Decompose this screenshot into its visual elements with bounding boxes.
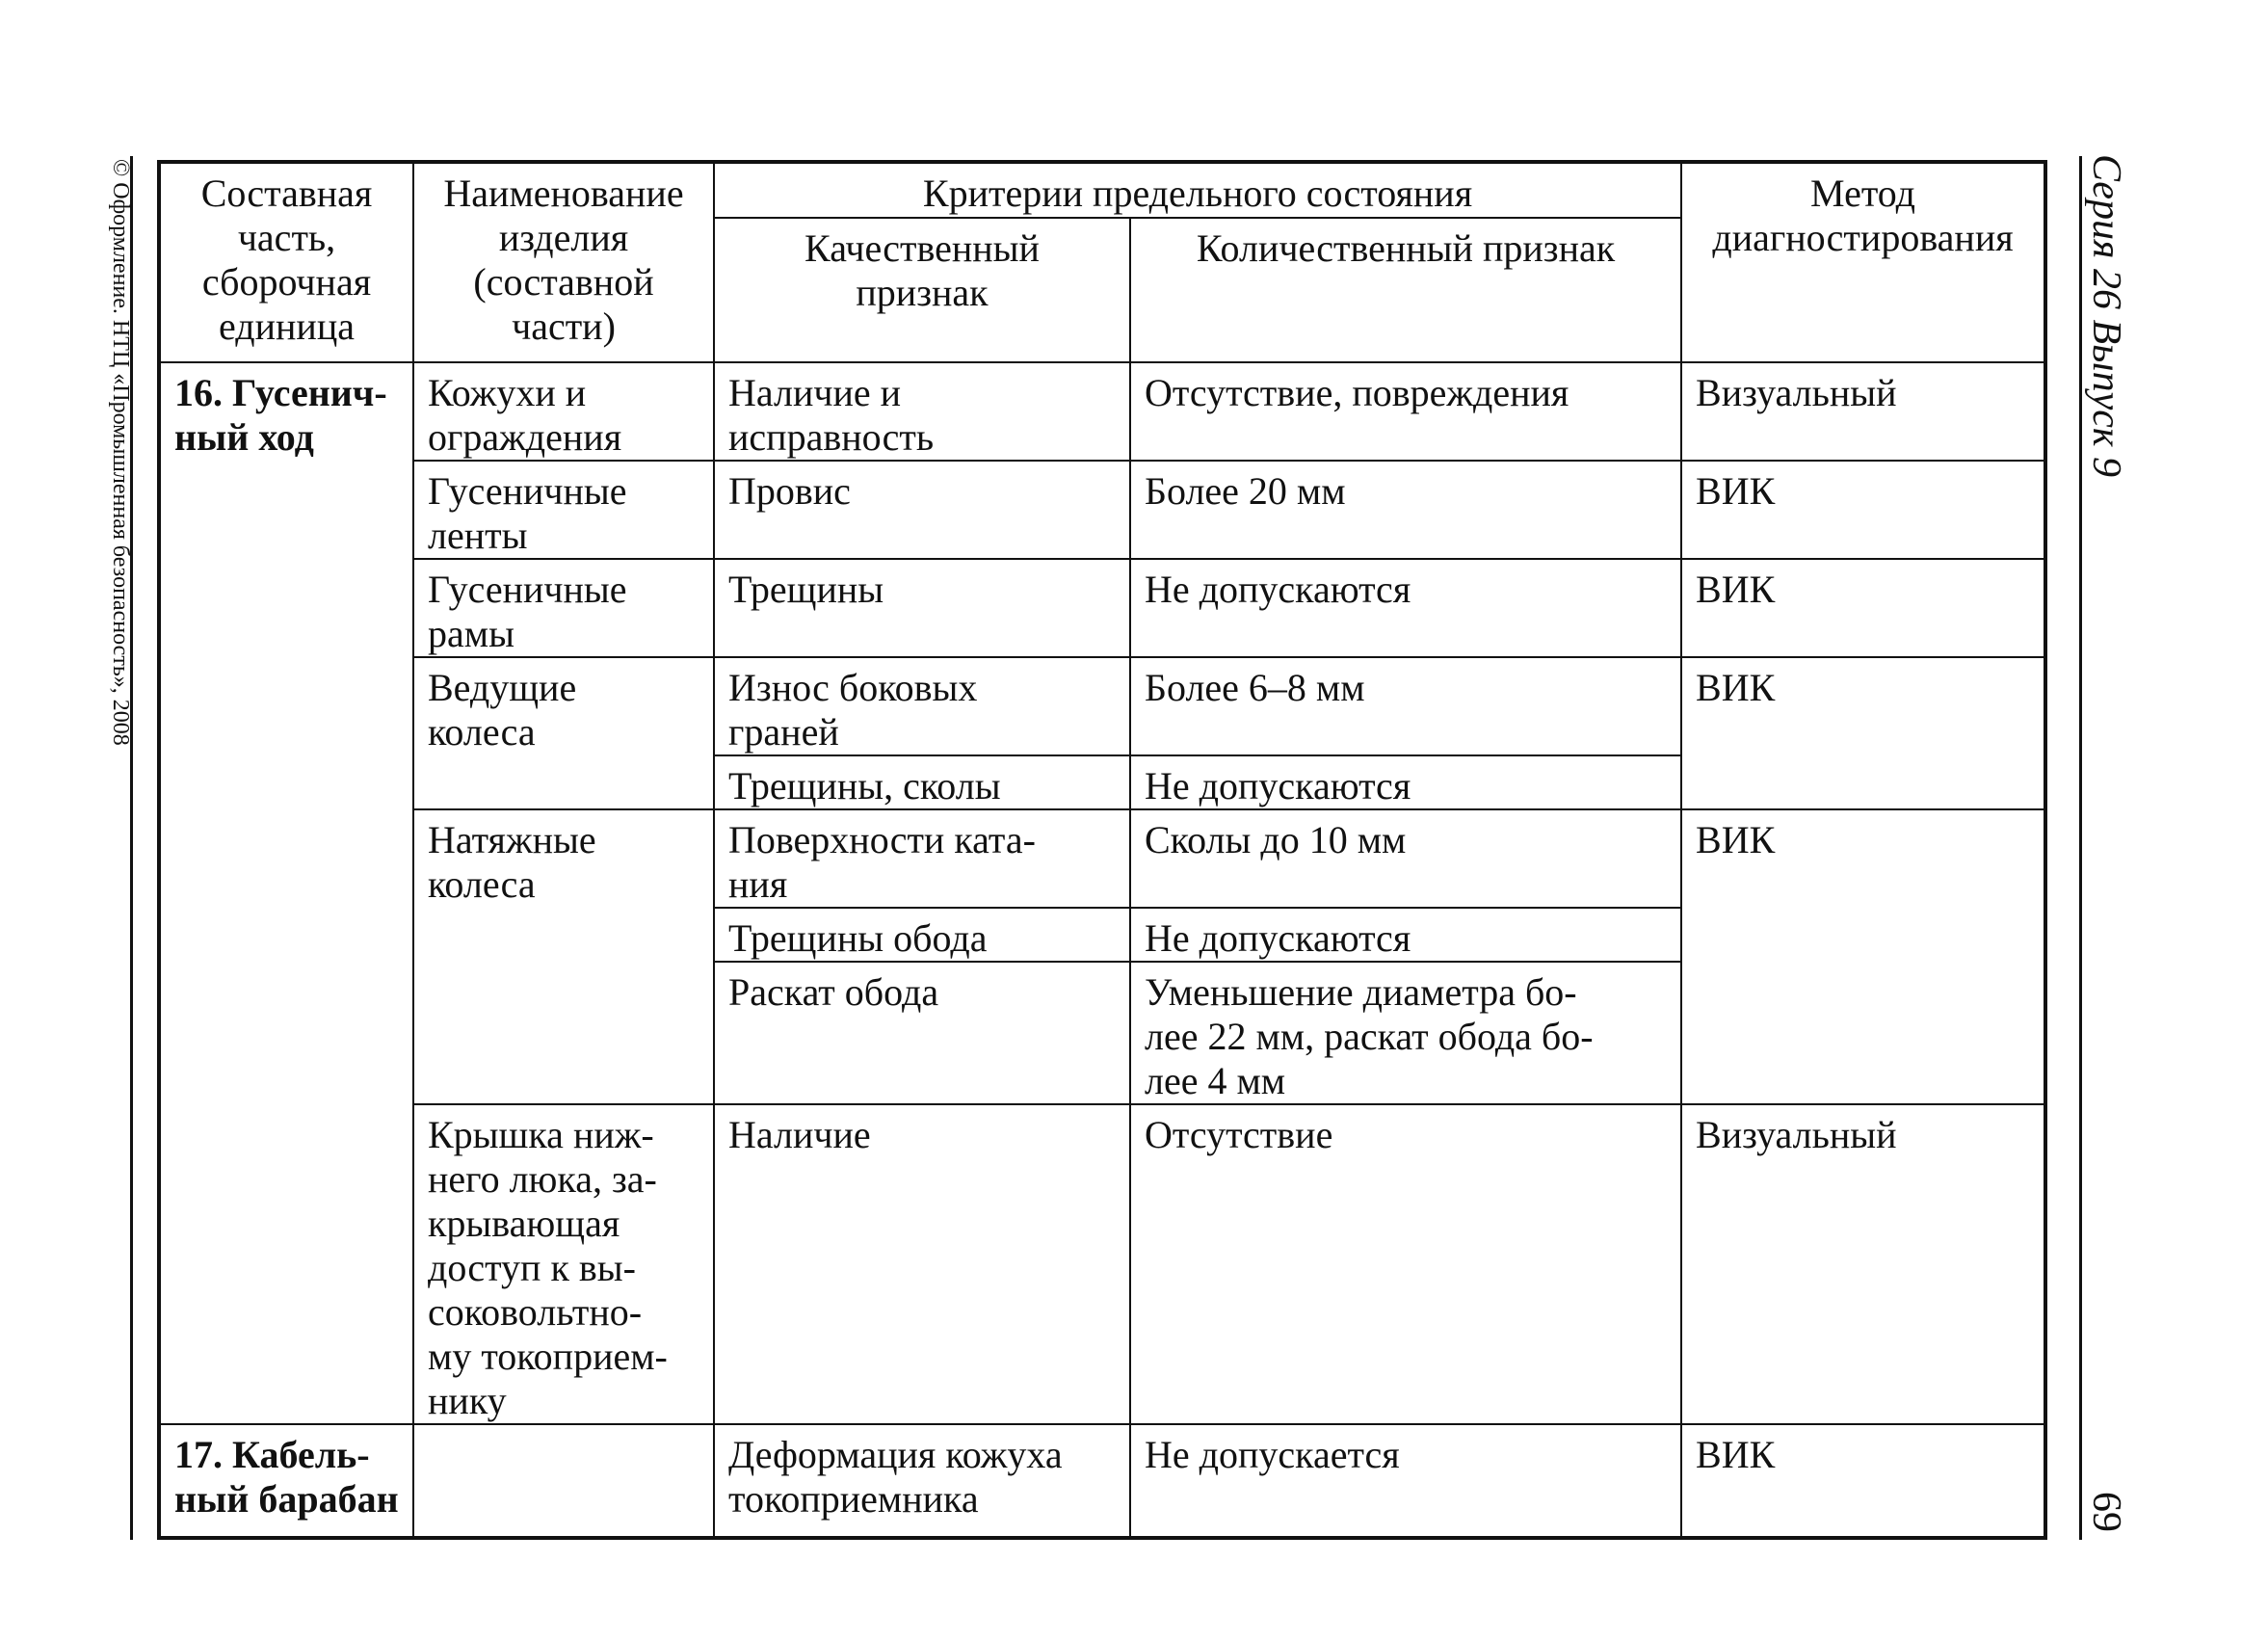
part-cell: Гусеничные ленты <box>413 461 714 559</box>
header-quantitative: Количественный признак <box>1130 218 1681 362</box>
qual-cell: Провис <box>714 461 1130 559</box>
part-cell: Гусеничные рамы <box>413 559 714 657</box>
method-cell: ВИК <box>1681 809 2045 1104</box>
qual-cell: Деформация кожуха токоприемника <box>714 1424 1130 1538</box>
quant-cell: Не допускаются <box>1130 559 1681 657</box>
qual-cell: Трещины обода <box>714 908 1130 962</box>
quant-cell: Отсутствие <box>1130 1104 1681 1424</box>
quant-cell: Более 20 мм <box>1130 461 1681 559</box>
qual-cell: Износ боковых граней <box>714 657 1130 755</box>
part-cell: Кожухи и ограждения <box>413 362 714 461</box>
header-component: Составная часть, сборочная единица <box>159 162 413 362</box>
quant-cell: Более 6–8 мм <box>1130 657 1681 755</box>
method-cell: Визуальный <box>1681 1104 2045 1424</box>
quant-cell: Не допускаются <box>1130 908 1681 962</box>
qual-cell: Наличие и исправность <box>714 362 1130 461</box>
quant-cell: Уменьшение диаметра бо- лее 22 мм, раскат обода бо- лее 4 мм <box>1130 962 1681 1104</box>
method-cell: ВИК <box>1681 1424 2045 1538</box>
part-cell: Ведущие колеса <box>413 657 714 809</box>
header-method: Метод диагностирования <box>1681 162 2045 362</box>
series-title: Серия 26 Выпуск 9 <box>2084 154 2128 477</box>
quant-cell: Отсутствие, повреждения <box>1130 362 1681 461</box>
quant-cell: Сколы до 10 мм <box>1130 809 1681 908</box>
page-number: 69 <box>2084 1492 2128 1532</box>
qual-cell: Трещины <box>714 559 1130 657</box>
header-part-name: Наименование изделия (составной части) <box>413 162 714 362</box>
qual-cell: Трещины, сколы <box>714 755 1130 809</box>
unit-17: 17. Кабель- ный барабан <box>159 1424 413 1538</box>
quant-cell: Не допускается <box>1130 1424 1681 1538</box>
criteria-table <box>157 160 2047 1540</box>
method-cell: ВИК <box>1681 559 2045 657</box>
part-cell: Натяжные колеса <box>413 809 714 1104</box>
unit-16: 16. Гусенич- ный ход <box>159 362 413 1424</box>
method-cell: Визуальный <box>1681 362 2045 461</box>
quant-cell: Не допускаются <box>1130 755 1681 809</box>
method-cell: ВИК <box>1681 461 2045 559</box>
method-cell: ВИК <box>1681 657 2045 809</box>
part-cell <box>413 1424 714 1538</box>
qual-cell: Поверхности ката- ния <box>714 809 1130 908</box>
qual-cell: Раскат обода <box>714 962 1130 1104</box>
copyright-note: © Оформление. НТЦ «Промышленная безопасность», 2008 <box>108 159 133 746</box>
header-criteria: Критерии предельного состояния <box>714 162 1681 218</box>
qual-cell: Наличие <box>714 1104 1130 1424</box>
right-margin-rule <box>2079 156 2082 1540</box>
header-qualitative: Качественный признак <box>714 218 1130 362</box>
part-cell: Крышка ниж- него люка, за- крывающая доступ к вы- соковольтно- му токоприем- нику <box>413 1104 714 1424</box>
